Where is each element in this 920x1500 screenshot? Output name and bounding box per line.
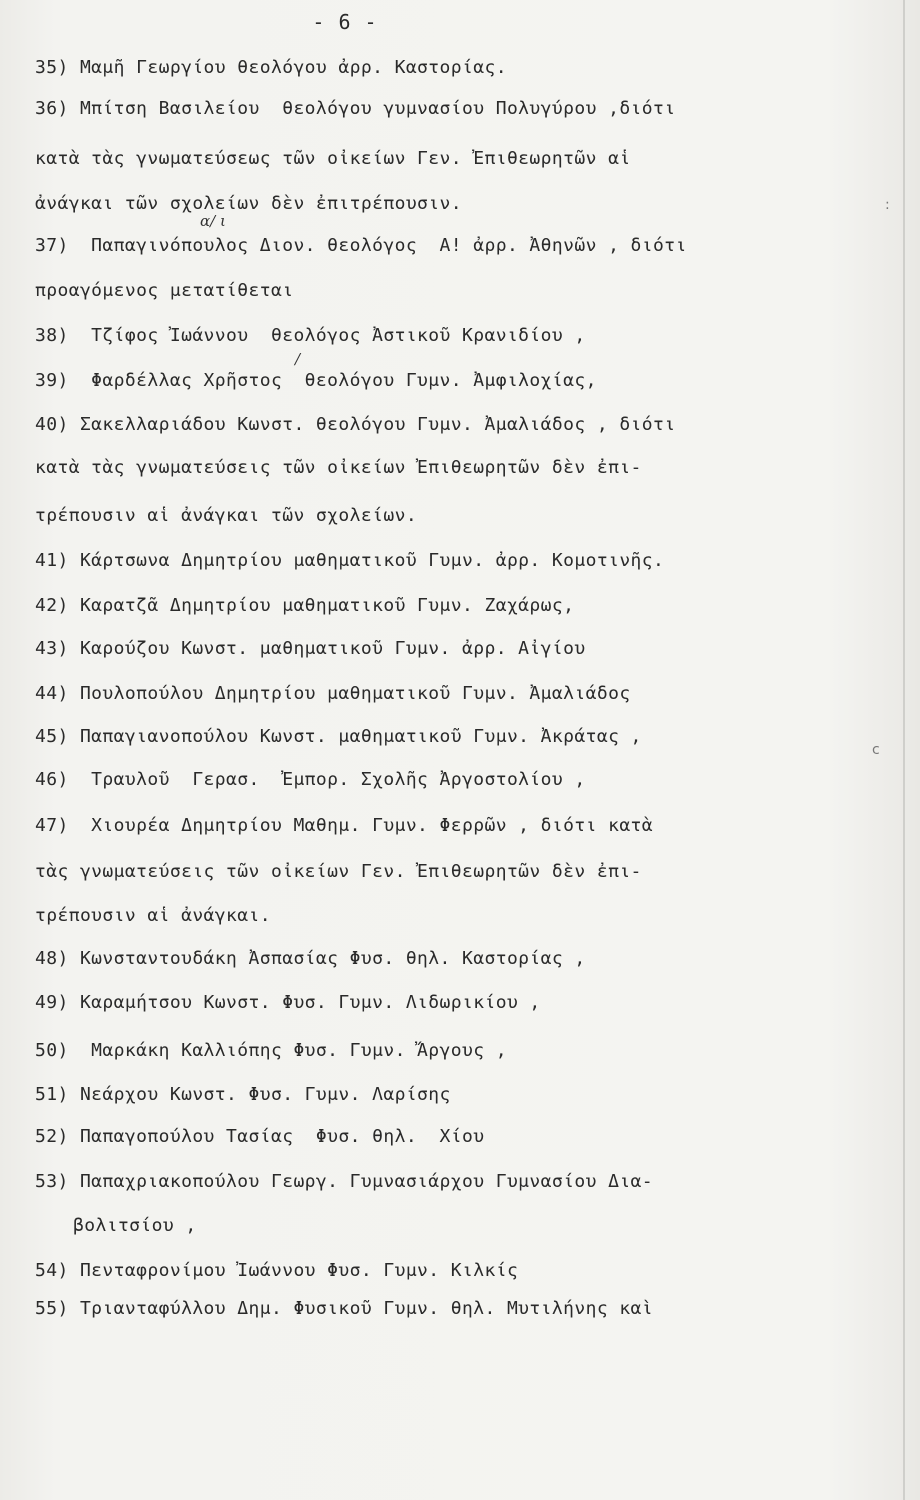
text-line-45: 45) Παπαγιανοπούλου Κωνστ. μαθηματικοῦ Γυμν. Ἀκράτας , <box>35 726 642 747</box>
text-line-47: 47) Χιουρέα Δημητρίου Μαθημ. Γυμν. Φερρῶν , διότι κατὰ <box>35 815 654 836</box>
text-line-44: 44) Πουλοπούλου Δημητρίου μαθηματικοῦ Γυμν. Ἀμαλιάδος <box>35 683 631 704</box>
text-line-47-cont-1: τὰς γνωματεύσεις τῶν οἰκείων Γεν. Ἐπιθεωρητῶν δὲν ἐπι- <box>35 861 642 882</box>
text-line-38: 38) Τζίφος Ἰωάννου θεολόγος Ἀστικοῦ Κρανιδίου , <box>35 325 586 346</box>
text-line-46: 46) Τραυλοῦ Γερασ. Ἐμπορ. Σχολῆς Ἀργοστολίου , <box>35 769 586 790</box>
text-line-43: 43) Καρούζου Κωνστ. μαθηματικοῦ Γυμν. ἀρρ. Αἰγίου <box>35 638 586 659</box>
margin-mark-bracket: c <box>872 742 880 758</box>
text-line-36-cont-2: ἀνάγκαι τῶν σχολείων δὲν ἐπιτρέπουσιν. <box>35 193 463 214</box>
text-line-42: 42) Καρατζᾶ Δημητρίου μαθηματικοῦ Γυμν. Ζαχάρως, <box>35 595 575 616</box>
text-line-37-cont: προαγόμενος μετατίθεται <box>35 280 294 301</box>
margin-mark-colon: : <box>885 197 890 213</box>
text-line-51: 51) Νεάρχου Κωνστ. Φυσ. Γυμν. Λαρίσης <box>35 1084 451 1105</box>
text-line-36-cont-1: κατὰ τὰς γνωματεύσεως τῶν οἰκείων Γεν. Ἐπιθεωρητῶν αἱ <box>35 148 631 169</box>
text-line-47-cont-2: τρέπουσιν αἱ ἀνάγκαι. <box>35 905 271 926</box>
text-line-37: 37) Παπαγινόπουλος Διον. θεολόγος Α! ἀρρ. Ἀθηνῶν , διότι <box>35 235 687 256</box>
text-line-39: 39) Φαρδέλλας Χρῆστος θεολόγου Γυμν. Ἀμφιλοχίας, <box>35 370 597 391</box>
text-line-36: 36) Μπίτση Βασιλείου θεολόγου γυμνασίου Πολυγύρου ,διότι <box>35 98 676 119</box>
page-edge-shadow <box>903 0 905 1500</box>
text-line-50: 50) Μαρκάκη Καλλιόπης Φυσ. Γυμν. Ἄργους , <box>35 1040 507 1061</box>
text-line-53: 53) Παπαχριακοπούλου Γεωργ. Γυμνασιάρχου Γυμνασίου Δια- <box>35 1171 654 1192</box>
text-line-54: 54) Πενταφρονίμου Ἰωάννου Φυσ. Γυμν. Κιλκίς <box>35 1260 519 1281</box>
handwritten-correction-37: α/ ι <box>200 212 226 230</box>
text-line-52: 52) Παπαγοπούλου Τασίας Φυσ. θηλ. Χίου <box>35 1126 485 1147</box>
text-line-49: 49) Καραμήτσου Κωνστ. Φυσ. Γυμν. Λιδωρικίου , <box>35 992 541 1013</box>
text-line-41: 41) Κάρτσωνα Δημητρίου μαθηματικοῦ Γυμν. ἀρρ. Κομοτινῆς. <box>35 550 665 571</box>
text-line-40-cont-2: τρέπουσιν αἱ ἀνάγκαι τῶν σχολείων. <box>35 505 418 526</box>
page-number: - 6 - <box>312 10 378 34</box>
text-line-40: 40) Σακελλαριάδου Κωνστ. θεολόγου Γυμν. Ἀμαλιάδος , διότι <box>35 414 676 435</box>
text-line-35: 35) Μαμῆ Γεωργίου θεολόγου ἀρρ. Καστορίας. <box>35 57 507 78</box>
handwritten-correction-39: / <box>295 350 301 368</box>
text-line-48: 48) Κωνσταντουδάκη Ἀσπασίας Φυσ. θηλ. Καστορίας , <box>35 948 586 969</box>
text-line-55: 55) Τριανταφύλλου Δημ. Φυσικοῦ Γυμν. θηλ. Μυτιλήνης καὶ <box>35 1298 654 1319</box>
text-line-40-cont-1: κατὰ τὰς γνωματεύσεις τῶν οἰκείων Ἐπιθεωρητῶν δὲν ἐπι- <box>35 457 642 478</box>
text-line-53-cont: βολιτσίου , <box>73 1215 197 1236</box>
